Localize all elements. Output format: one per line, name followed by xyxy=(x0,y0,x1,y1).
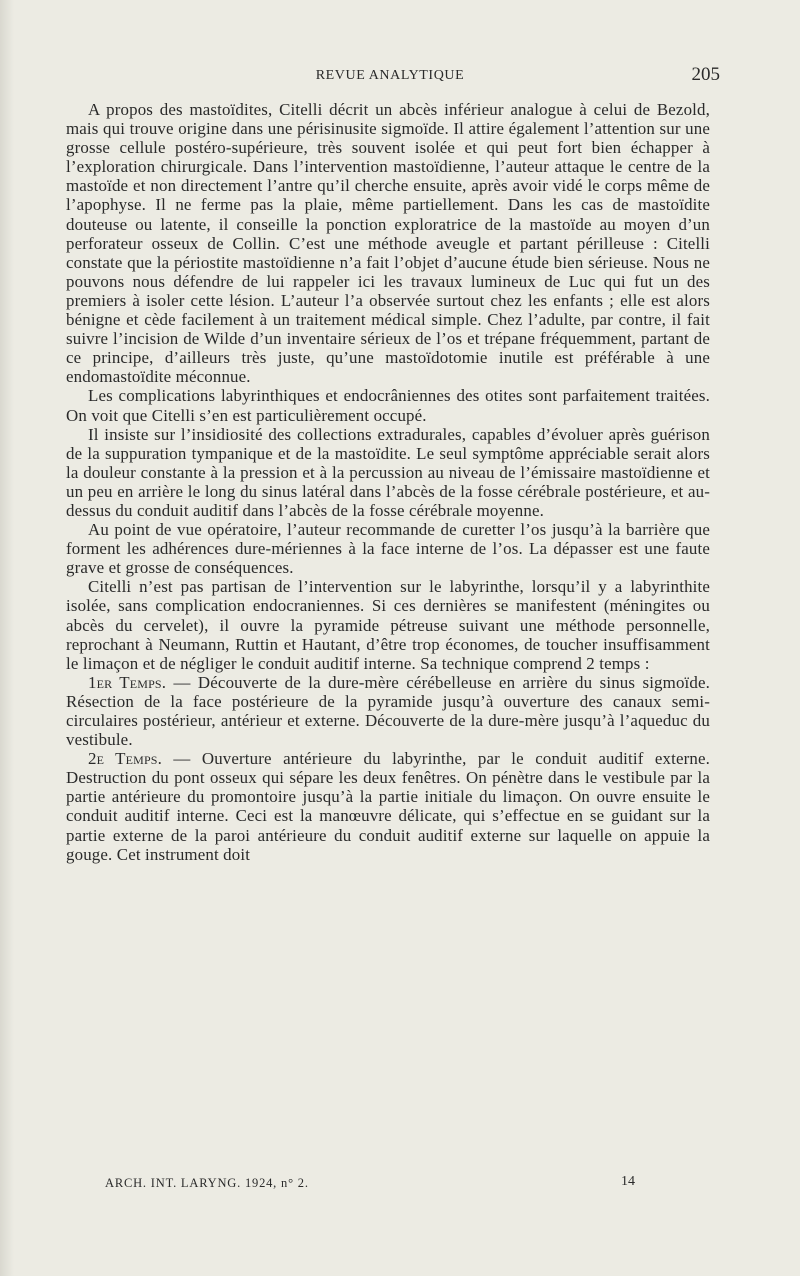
step-first-temps xyxy=(66,673,710,749)
page-footer xyxy=(105,1174,635,1194)
step-label: 2e Temps. xyxy=(88,749,162,769)
page-number: 205 xyxy=(691,64,720,85)
step-second-temps xyxy=(66,749,710,864)
step-text: — Découverte de la dure-mère cérébelleuse en arrière du sinus sigmoïde. Résection de la face postérieure de la pyramide jusqu’à ouverture des canaux semi-circulaires postérieur, antérieur et externe. Découverte de la dure-mère jusqu’à l’aqueduc du vestibule. xyxy=(66,672,710,750)
paragraph-labyrinth-technique: Citelli n’est pas partisan de l’intervention sur le labyrinthe, lorsqu’il y a labyrinthite isolée, sans complication endocraniennes. Si ces dernières se manifestent (méningites ou abcès du cervelet), il ouvre la pyramide pétreuse suivant une méthode personnelle, reprochant à Neumann, Ruttin et Hautant, d’être trop économes, de toucher insuffisamment le limaçon et de négliger le conduit auditif interne. Sa technique comprend 2 temps : xyxy=(66,577,710,673)
paragraph-complications: Les complications labyrinthiques et endocrâniennes des otites sont parfaitement traitées. On voit que Citelli s’en est particulièrement occupé. xyxy=(66,386,710,425)
journal-reference: ARCH. INT. LARYNG. 1924, n° 2. xyxy=(105,1176,309,1190)
signature-mark: 14 xyxy=(621,1174,635,1189)
article-body xyxy=(66,100,710,864)
step-label: 1er Temps. xyxy=(88,672,167,692)
paragraph-operative-view: Au point de vue opératoire, l’auteur recommande de curetter l’os jusqu’à la barrière que forment les adhérences dure-mériennes à la face interne de l’os. La dépasser est une faute grave et grosse de conséquences. xyxy=(66,520,710,578)
paragraph-extradural-collections: Il insiste sur l’insidiosité des collections extradurales, capables d’évoluer après guérison de la suppuration tympanique et de la mastoïdite. Le seul symptôme appréciable serait alors la douleur constante à la pression et à la percussion au niveau de l’émissaire mastoïdienne et un peu en arrière le long du sinus latéral dans l’abcès de la fosse cérébrale postérieure, et au-dessus du conduit auditif dans l’abcès de la fosse cérébrale moyenne. xyxy=(66,424,710,520)
paragraph-mastoiditis: A propos des mastoïdites, Citelli décrit un abcès inférieur analogue à celui de Bezold, mais qui trouve origine dans une périsinusite sigmoïde. Il attire également l’attention sur une grosse cellule postéro-supérieure, très souvent isolée et qui peut fort bien échapper à l’exploration chirurgicale. Dans l’intervention mastoïdienne, l’auteur attaque le centre de la mastoïde et non directement l’antre qu’il cherche ensuite, après avoir vidé le corps même de l’apophyse. Il ne ferme pas la plaie, même partiellement. Dans les cas de mastoïdite douteuse ou latente, il conseille la ponction exploratrice de la mastoïde au moyen d’un perforateur osseux de Collin. C’est une méthode aveugle et partant périlleuse : Citelli constate que la périostite mastoïdienne n’a fait l’objet d’aucune étude bien sérieuse. Nous ne pouvons nous défendre de lui rappeler ici les travaux lumineux de Luc qui fut un des premiers à isoler cette lésion. L’auteur l’a observée surtout chez les enfants ; elle est alors bénigne et cède facilement à un traitement médical simple. Chez l’adulte, par contre, il fait suivre l’incision de Wilde d’un inventaire sérieux de l’os et trépane fréquemment, partant de ce principe, d’ailleurs très juste, qu’une mastoïdotomie inutile est préférable à une endomastoïdite méconnue. xyxy=(66,100,710,387)
page-header xyxy=(60,64,720,88)
running-title: REVUE ANALYTIQUE xyxy=(315,68,465,83)
step-text: — Ouverture antérieure du labyrinthe, par le conduit auditif externe. Destruction du pont osseux qui sépare les deux fenêtres. On pénètre dans le vestibule par la partie antérieure du promontoire jusqu’à la partie initiale du limaçon. On ouvre ensuite le conduit auditif interne. Ceci est la manœuvre délicate, qui s’effectue en se guidant sur la partie externe de la paroi antérieure du conduit auditif externe sur laquelle on appuie la gouge. Cet instrument doit xyxy=(66,749,711,864)
